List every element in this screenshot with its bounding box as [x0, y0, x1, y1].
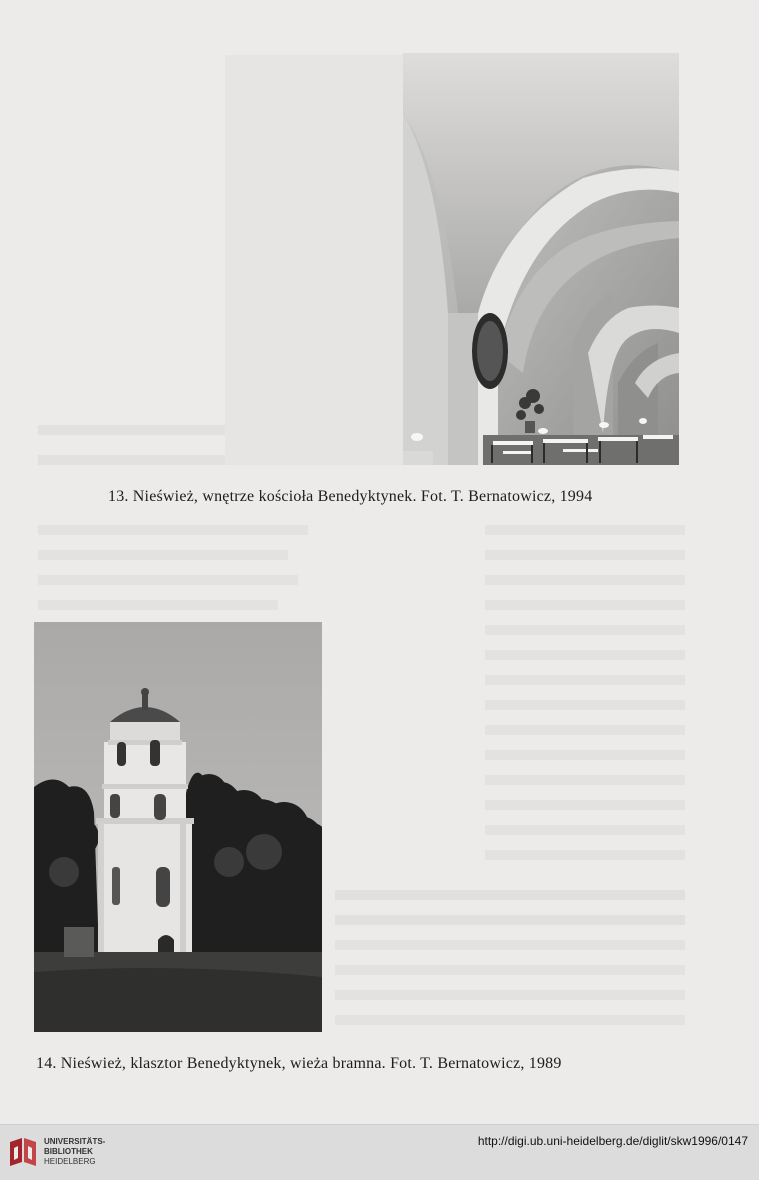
logo-line-1: UNIVERSITÄTS- [44, 1137, 106, 1146]
library-logo-icon [8, 1136, 38, 1168]
digitization-footer [0, 1124, 759, 1180]
logo-line-3: HEIDELBERG [44, 1157, 96, 1166]
photo-gate-tower [34, 622, 322, 1032]
source-url-link[interactable]: http://digi.ub.uni-heidelberg.de/diglit/skw1996/0147 [477, 1134, 748, 1148]
library-logo[interactable] [8, 1134, 128, 1172]
logo-line-2: BIBLIOTHEK [44, 1147, 93, 1156]
photo-church-interior [403, 53, 679, 465]
figure-14-caption: 14. Nieśwież, klasztor Benedyktynek, wieża bramna. Fot. T. Bernatowicz, 1989 [36, 1055, 562, 1072]
figure-13-caption: 13. Nieśwież, wnętrze kościoła Benedyktynek. Fot. T. Bernatowicz, 1994 [108, 488, 593, 505]
library-logo-text [44, 1137, 105, 1167]
